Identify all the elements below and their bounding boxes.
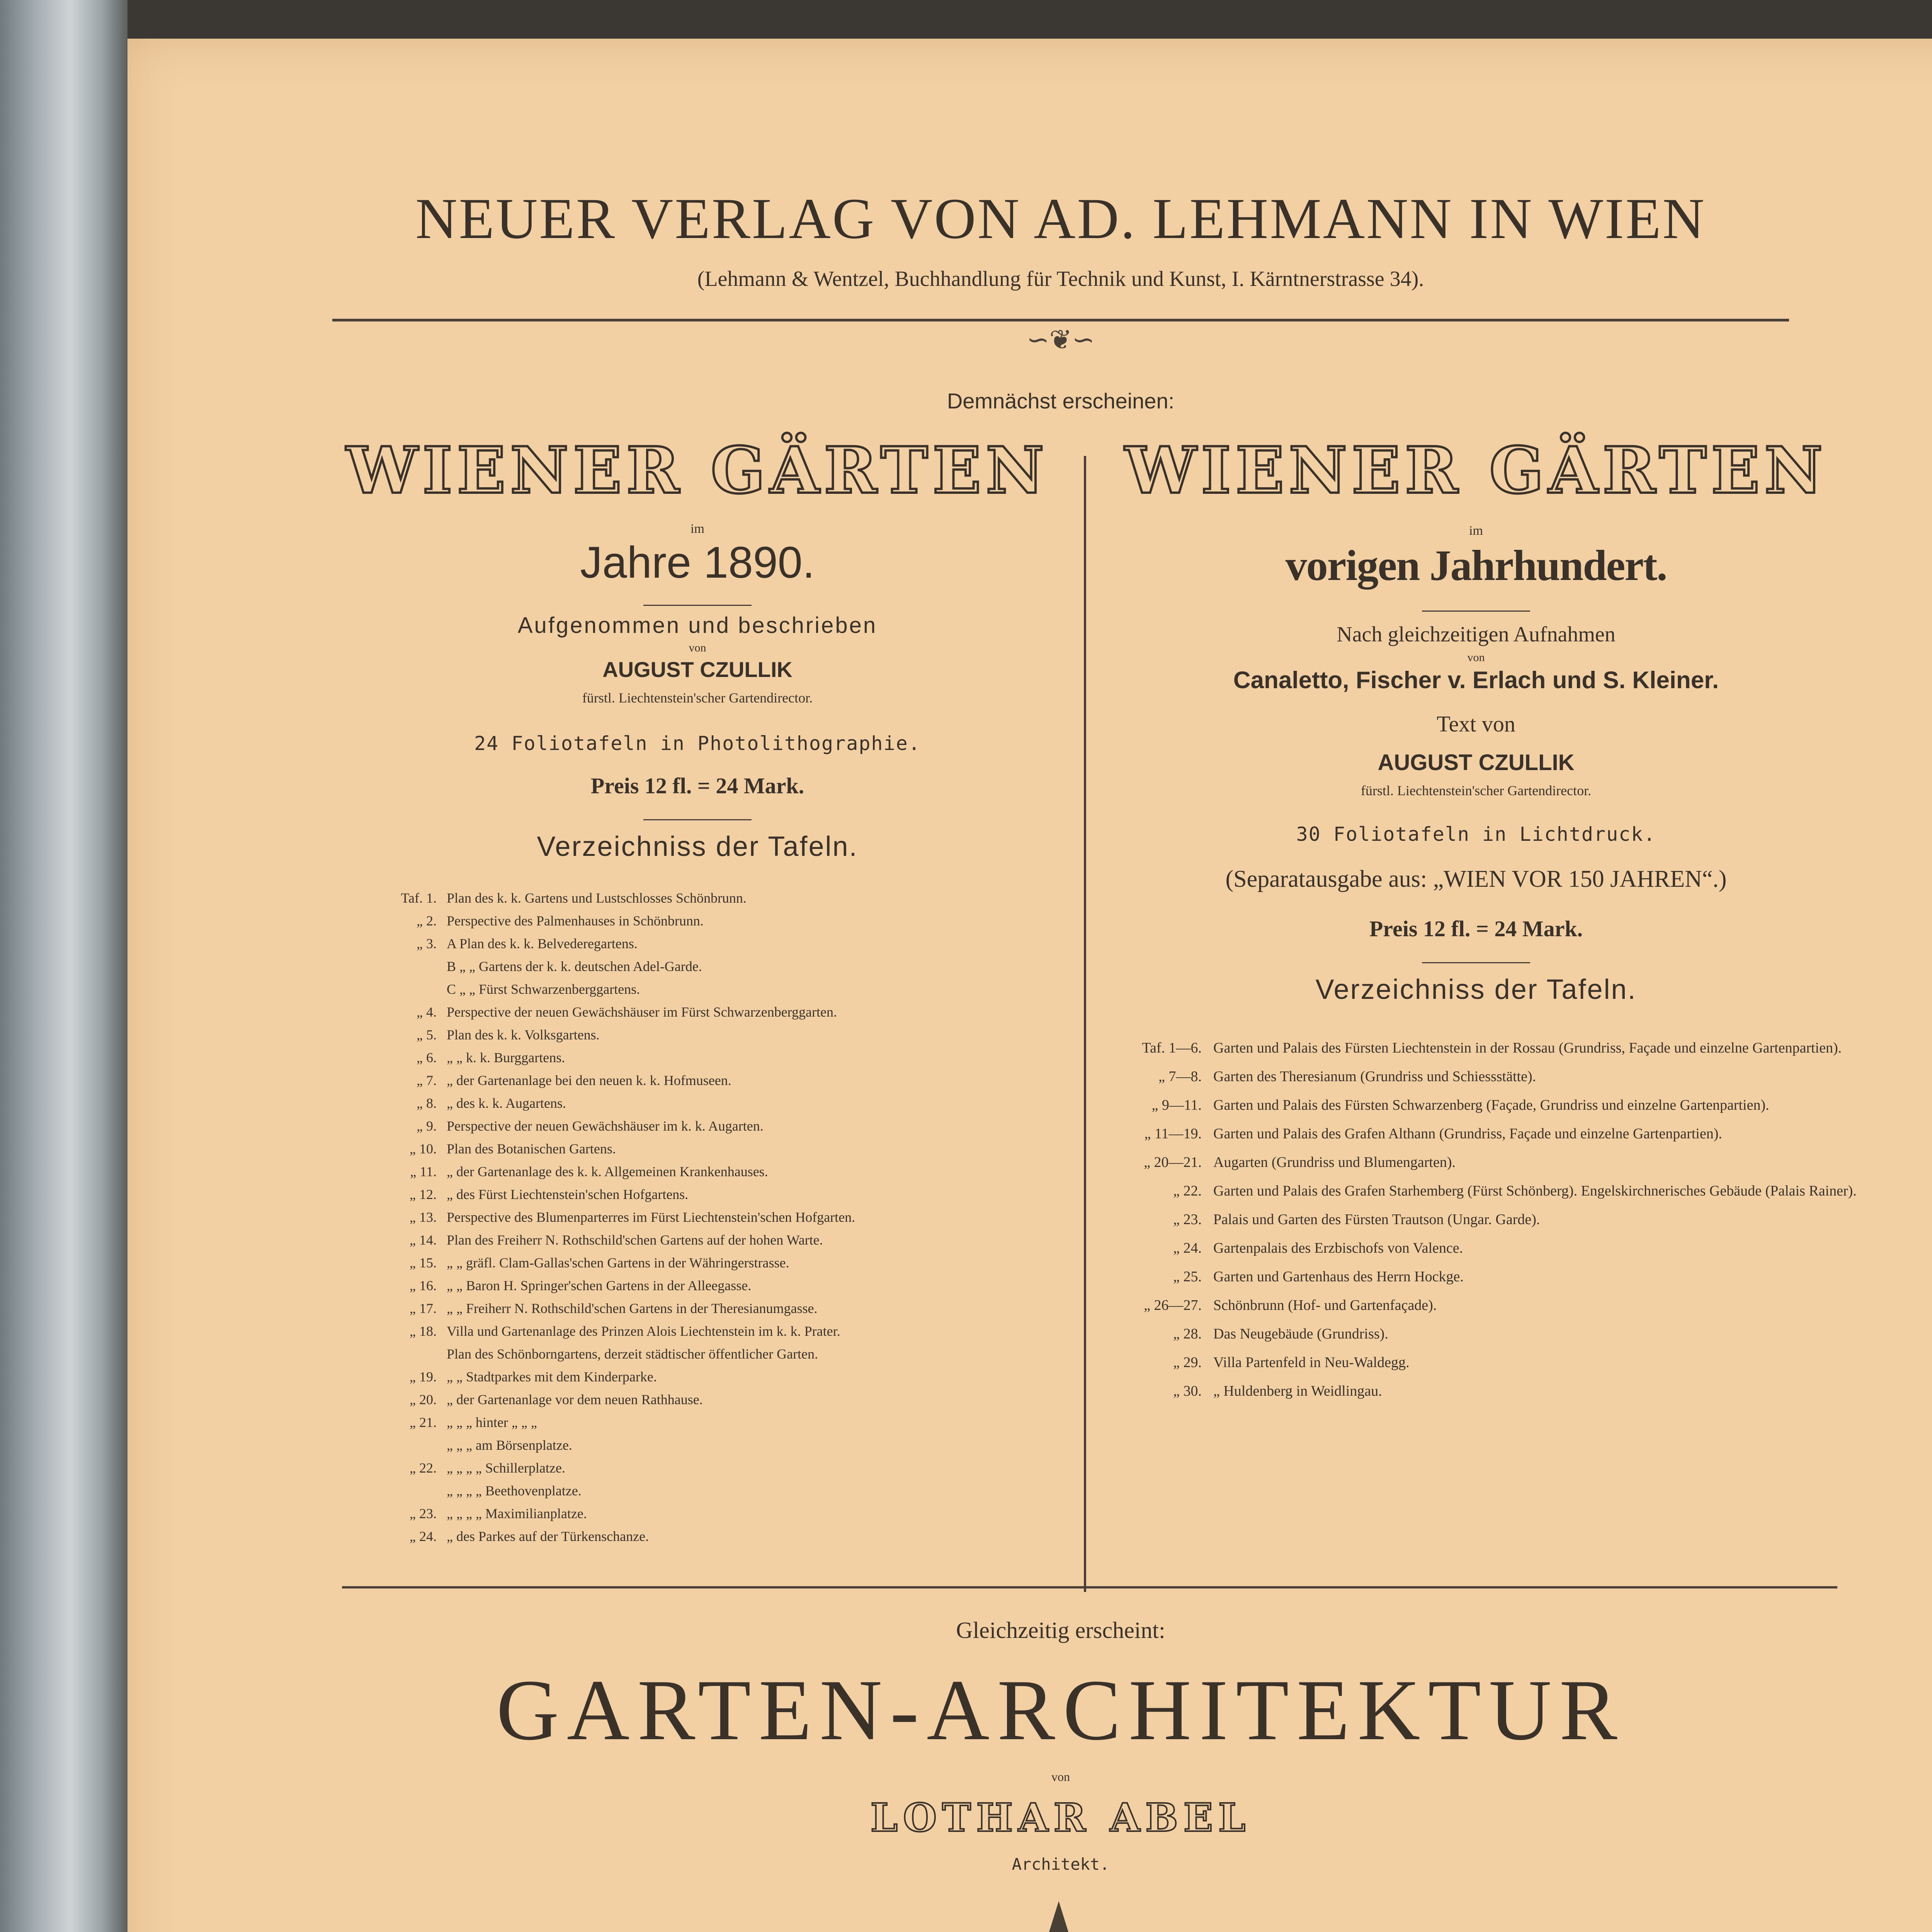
- plate-number: „ 25.: [1173, 1269, 1202, 1285]
- plate-title: „ „ Freiherr N. Rothschild'schen Gartens in der Theresianumgasse.: [447, 1301, 818, 1316]
- plate-number: „ 18.: [410, 1323, 437, 1339]
- plate-title: „ Huldenberg in Weidlingau.: [1213, 1383, 1382, 1399]
- plate-number: „ 8.: [417, 1095, 437, 1111]
- plate-number: „ 15.: [410, 1255, 437, 1270]
- list-item: [1086, 1348, 1859, 1377]
- plate-number: „ 24.: [1173, 1240, 1202, 1256]
- plate-title: „ des k. k. Augartens.: [447, 1095, 566, 1111]
- plate-number: „ 29.: [1173, 1354, 1202, 1371]
- plate-number: „ 7.: [417, 1073, 437, 1088]
- list-item: [344, 1434, 1078, 1457]
- left-index-title: Verzeichniss der Tafeln.: [537, 831, 858, 862]
- list-item: [1086, 1148, 1859, 1177]
- plate-number: „ 13.: [410, 1209, 437, 1225]
- left-von: von: [689, 641, 706, 654]
- list-item: [344, 932, 1078, 955]
- plate-number: [344, 955, 447, 978]
- list-item: [344, 1115, 1078, 1138]
- plate-title: „ des Parkes auf der Türkenschanze.: [447, 1529, 649, 1544]
- list-item: [344, 1024, 1078, 1046]
- plate-title: „ „ gräfl. Clam-Gallas'schen Gartens in der Währingerstrasse.: [447, 1255, 789, 1270]
- list-item: [344, 1138, 1078, 1160]
- list-item: [344, 1229, 1078, 1252]
- plate-title: „ „ „ am Börsenplatze.: [447, 1437, 572, 1453]
- plate-number: „ 19.: [410, 1369, 437, 1384]
- list-item: [1086, 1377, 1859, 1405]
- plate-number: „ 28.: [1173, 1326, 1202, 1342]
- plate-number: „ 22.: [1173, 1183, 1202, 1199]
- plate-number: „ 30.: [1173, 1383, 1202, 1399]
- plate-number: „ 16.: [410, 1278, 437, 1293]
- left-year: Jahre 1890.: [580, 538, 815, 587]
- plate-title: Garten und Gartenhaus des Herrn Hockge.: [1213, 1269, 1464, 1285]
- plate-number: „ 12.: [410, 1187, 437, 1202]
- plate-title: „ „ „ hinter „ „ „: [447, 1415, 537, 1430]
- right-authors: Canaletto, Fischer v. Erlach und S. Kleiner.: [1233, 667, 1719, 694]
- right-plate-list: [1086, 1034, 1859, 1405]
- plate-number: „ 5.: [417, 1027, 437, 1043]
- plate-number: „ 23.: [1173, 1211, 1202, 1228]
- list-item: [344, 1411, 1078, 1434]
- list-item: [1086, 1320, 1859, 1348]
- plate-title: „ „ „ „ Beethovenplatze.: [447, 1483, 582, 1498]
- plate-number: „ 23.: [410, 1506, 437, 1521]
- bottom-title: GARTEN-ARCHITEKTUR: [496, 1662, 1625, 1758]
- book-binding: [0, 0, 128, 1932]
- list-item: [344, 1206, 1078, 1229]
- right-by-line: Nach gleichzeitigen Aufnahmen: [1337, 622, 1616, 646]
- plate-title: „ der Gartenanlage vor dem neuen Rathhause.: [447, 1392, 703, 1407]
- plate-title: Villa Partenfeld in Neu-Waldegg.: [1213, 1354, 1410, 1371]
- plate-title: „ des Fürst Liechtenstein'schen Hofgartens.: [447, 1187, 689, 1202]
- plate-number: [344, 1434, 447, 1457]
- right-rule-2: [1422, 962, 1530, 963]
- scroll-ornament-icon: ∽❦∽: [1027, 324, 1095, 355]
- garden-avenue-illustration: [707, 1893, 1410, 1932]
- plate-number: „ 24.: [410, 1529, 437, 1544]
- list-item: [344, 1480, 1078, 1502]
- list-item: [344, 955, 1078, 978]
- list-item: [344, 1046, 1078, 1069]
- plate-title: A Plan des k. k. Belvederegartens.: [447, 936, 638, 951]
- list-item: [344, 978, 1078, 1001]
- list-item: [1086, 1091, 1859, 1119]
- plate-title: Garten und Palais des Fürsten Liechtenstein in der Rossau (Grundriss, Façade und einzelne Gartenpartien).: [1213, 1040, 1842, 1056]
- right-text-von: Text von: [1437, 711, 1515, 736]
- plate-title: Gartenpalais des Erzbischofs von Valence.: [1213, 1240, 1463, 1256]
- plate-title: Perspective der neuen Gewächshäuser im k. k. Augarten.: [447, 1118, 764, 1134]
- list-item: [1086, 1205, 1859, 1234]
- plate-title: Plan des k. k. Gartens und Lustschlosses Schönbrunn.: [447, 890, 747, 906]
- plate-number: „ 9.: [417, 1118, 437, 1134]
- bottom-author: LOTHAR ABEL: [870, 1795, 1251, 1840]
- plate-title: B „ „ Gartens der k. k. deutschen Adel-Garde.: [447, 959, 702, 974]
- list-item: [344, 1388, 1078, 1411]
- list-item: [344, 1297, 1078, 1320]
- plate-number: [344, 1480, 447, 1502]
- plate-number: „ 11.: [410, 1164, 437, 1179]
- left-author-role: fürstl. Liechtenstein'scher Gartendirector.: [582, 690, 813, 706]
- list-item: [344, 1274, 1078, 1297]
- plate-title: Garten und Palais des Grafen Althann (Grundriss, Façade und einzelne Gartenpartien).: [1213, 1126, 1722, 1142]
- list-item: [344, 910, 1078, 932]
- announce-top: Demnächst erscheinen:: [947, 389, 1175, 413]
- plate-title: Palais und Garten des Fürsten Trautson (Ungar. Garde).: [1213, 1211, 1540, 1228]
- plate-title: Perspective der neuen Gewächshäuser im Fürst Schwarzenberggarten.: [447, 1004, 837, 1020]
- list-item: [1086, 1291, 1859, 1320]
- plate-title: C „ „ Fürst Schwarzenberggartens.: [447, 981, 640, 997]
- left-rule-1: [643, 605, 752, 606]
- list-item: [344, 1366, 1078, 1388]
- plate-number: [344, 1343, 447, 1366]
- right-price: Preis 12 fl. = 24 Mark.: [1369, 916, 1583, 941]
- plate-title: „ „ k. k. Burggartens.: [447, 1050, 565, 1065]
- plate-title: Augarten (Grundriss und Blumengarten).: [1213, 1154, 1456, 1170]
- right-von: von: [1467, 651, 1485, 664]
- list-item: [344, 1252, 1078, 1274]
- list-item: [1086, 1262, 1859, 1291]
- plate-title: Das Neugebäude (Grundriss).: [1213, 1326, 1388, 1342]
- plate-title: „ „ „ „ Schillerplatze.: [447, 1460, 565, 1476]
- list-item: [1086, 1177, 1859, 1205]
- left-author: AUGUST CZULLIK: [602, 657, 793, 682]
- publisher-address: (Lehmann & Wentzel, Buchhandlung für Technik und Kunst, I. Kärntnerstrasse 34).: [697, 267, 1424, 291]
- column-divider: [1084, 456, 1086, 1592]
- list-item: [344, 1457, 1078, 1480]
- left-title: WIENER GÄRTEN: [346, 433, 1049, 508]
- right-im: im: [1469, 524, 1483, 538]
- list-item: [344, 1525, 1078, 1548]
- plate-number: „ 3.: [417, 936, 437, 951]
- plate-number: „ 17.: [410, 1301, 437, 1316]
- right-title: WIENER GÄRTEN: [1125, 433, 1827, 508]
- plate-number: „ 20—21.: [1144, 1154, 1202, 1170]
- plate-number: Taf. 1—6.: [1142, 1040, 1202, 1056]
- right-rule-1: [1422, 611, 1530, 612]
- left-price: Preis 12 fl. = 24 Mark.: [590, 773, 804, 798]
- list-item: [344, 887, 1078, 910]
- plate-title: Garten des Theresianum (Grundriss und Schiessstätte).: [1213, 1068, 1536, 1085]
- plate-number: „ 26—27.: [1144, 1297, 1202, 1313]
- scroll-ornament-icon: [1519, 1928, 1719, 1932]
- right-subtitle: vorigen Jahrhundert.: [1285, 542, 1667, 590]
- plate-title: Perspective des Palmenhauses in Schönbrunn.: [447, 913, 704, 929]
- plate-title: Perspective des Blumenparterres im Fürst Liechtenstein'schen Hofgarten.: [447, 1209, 855, 1225]
- plate-title: Garten und Palais des Grafen Starhemberg (Fürst Schönberg). Engelskirchnerisches Gebäude (Palais Rainer).: [1213, 1183, 1857, 1199]
- left-im: im: [690, 522, 704, 536]
- left-plates: 24 Foliotafeln in Photolithographie.: [474, 732, 921, 755]
- right-separate-edition: (Separatausgabe aus: „WIEN VOR 150 JAHREN“.): [1225, 866, 1727, 892]
- plate-title: Plan des Botanischen Gartens.: [447, 1141, 616, 1156]
- announce-bottom: Gleichzeitig erscheint:: [956, 1617, 1165, 1643]
- plate-title: Plan des k. k. Volksgartens.: [447, 1027, 600, 1043]
- plate-number: „ 21.: [410, 1415, 437, 1430]
- plate-title: Plan des Schönborngartens, derzeit städtischer öffentlicher Garten.: [447, 1346, 818, 1362]
- left-by-line: Aufgenommen und beschrieben: [517, 613, 878, 638]
- plate-number: „ 20.: [410, 1392, 437, 1407]
- plate-number: „ 14.: [410, 1232, 437, 1248]
- plate-title: Garten und Palais des Fürsten Schwarzenberg (Façade, Grundriss und einzelne Gartenpartien).: [1213, 1097, 1769, 1113]
- plate-number: „ 9—11.: [1151, 1097, 1202, 1113]
- plate-title: „ „ Stadtparkes mit dem Kinderparke.: [447, 1369, 657, 1384]
- plate-title: Schönbrunn (Hof- und Gartenfaçade).: [1213, 1297, 1437, 1313]
- plate-number: „ 11—19.: [1144, 1126, 1202, 1142]
- plate-number: Taf. 1.: [401, 890, 437, 906]
- right-author-role: fürstl. Liechtenstein'scher Gartendirector.: [1361, 783, 1592, 798]
- list-item: [1086, 1119, 1859, 1148]
- scroll-ornament-icon: [406, 1928, 607, 1932]
- plate-number: „ 10.: [410, 1141, 437, 1156]
- middle-rule: [342, 1586, 1837, 1588]
- left-rule-2: [643, 819, 752, 820]
- plate-number: „ 4.: [417, 1004, 437, 1020]
- list-item: [1086, 1234, 1859, 1262]
- list-item: [344, 1183, 1078, 1206]
- plate-title: „ „ Baron H. Springer'schen Gartens in der Alleegasse.: [447, 1278, 752, 1293]
- plate-number: „ 6.: [417, 1050, 437, 1065]
- list-item: [344, 1092, 1078, 1115]
- plate-title: Villa und Gartenanlage des Prinzen Alois Liechtenstein im k. k. Prater.: [447, 1323, 840, 1339]
- plate-number: [344, 978, 447, 1001]
- right-index-title: Verzeichniss der Tafeln.: [1315, 974, 1637, 1005]
- plate-title: „ der Gartenanlage des k. k. Allgemeinen Krankenhauses.: [447, 1164, 768, 1179]
- plate-title: „ der Gartenanlage bei den neuen k. k. Hofmuseen.: [447, 1073, 731, 1088]
- header-rule: [332, 319, 1789, 321]
- list-item: [344, 1502, 1078, 1525]
- bottom-author-role: Architekt.: [1012, 1855, 1110, 1874]
- list-item: [344, 1343, 1078, 1366]
- list-item: [344, 1320, 1078, 1343]
- plate-number: „ 22.: [410, 1460, 437, 1476]
- plate-number: „ 7—8.: [1158, 1068, 1202, 1085]
- list-item: [1086, 1034, 1859, 1062]
- list-item: [1086, 1062, 1859, 1091]
- plate-number: „ 2.: [417, 913, 437, 929]
- list-item: [344, 1001, 1078, 1024]
- right-author: AUGUST CZULLIK: [1378, 750, 1575, 775]
- list-item: [344, 1160, 1078, 1183]
- plate-title: „ „ „ „ Maximilianplatze.: [447, 1506, 587, 1521]
- page: [128, 39, 1932, 1932]
- list-item: [344, 1069, 1078, 1092]
- bottom-von: von: [1051, 1770, 1070, 1784]
- left-plate-list: [344, 887, 1078, 1548]
- right-plates: 30 Foliotafeln in Lichtdruck.: [1296, 823, 1656, 845]
- plate-title: Plan des Freiherr N. Rothschild'schen Gartens auf der hohen Warte.: [447, 1232, 823, 1248]
- publisher-title: NEUER VERLAG VON AD. LEHMANN IN WIEN: [415, 187, 1706, 251]
